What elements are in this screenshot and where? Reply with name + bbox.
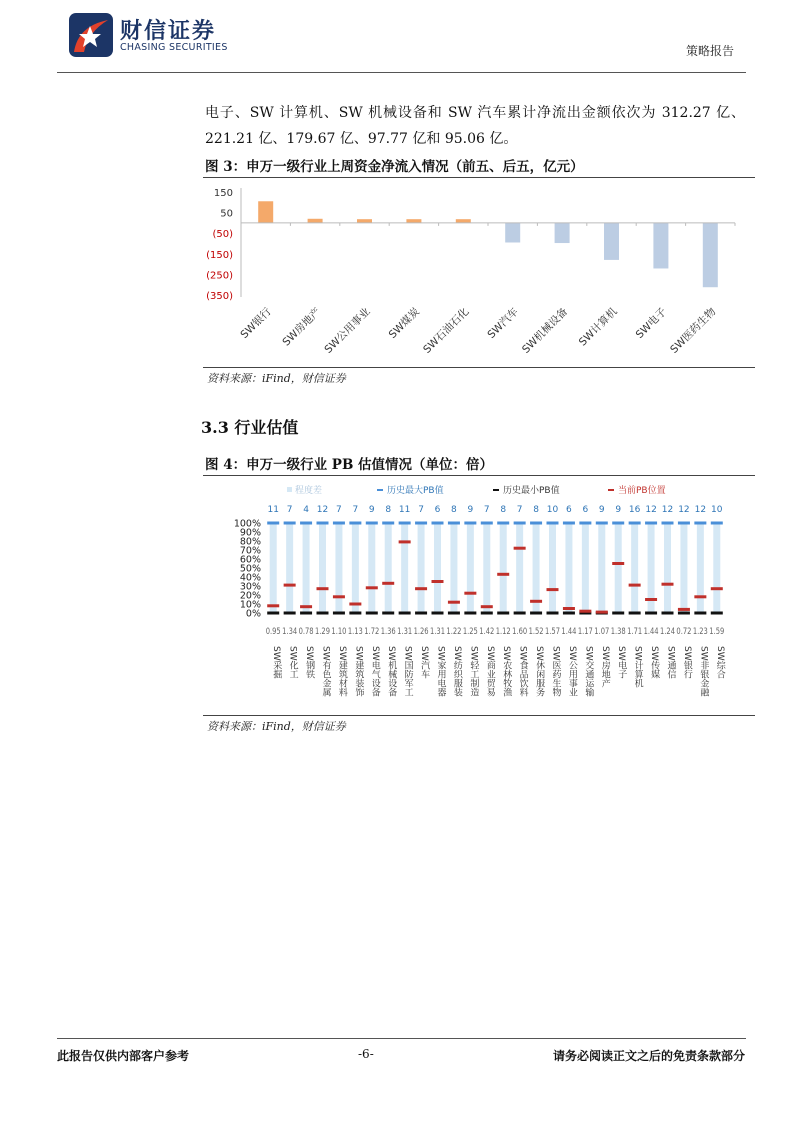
range-bar-SW汽车: [418, 523, 425, 613]
footer-divider: [57, 1038, 746, 1039]
x-category-label: SW汽车: [419, 646, 430, 679]
bottom-value-label: 0.95: [265, 627, 281, 637]
range-bar-SW家用电器: [434, 523, 441, 613]
legend-label-current: 当前PB位置: [618, 486, 666, 496]
bar-SW房地产: [308, 219, 323, 223]
x-category-label: SW电气设备: [369, 646, 380, 697]
current-marker-SW建筑材料: [333, 595, 345, 598]
bottom-value-label: 1.38: [610, 627, 626, 637]
bottom-value-label: 1.44: [561, 627, 577, 637]
min-marker-SW电气设备: [366, 612, 378, 615]
min-marker-SW建筑装饰: [349, 612, 361, 615]
y-tick-label: 90%: [239, 527, 261, 539]
top-value-label: 11: [267, 505, 279, 515]
company-logo: [68, 12, 114, 58]
x-category-label: SW家用电器: [435, 646, 446, 697]
top-value-label: 10: [711, 505, 723, 515]
current-marker-SW交通运输: [579, 610, 591, 613]
bar-SW医药生物: [703, 223, 718, 287]
max-marker-SW综合: [711, 522, 723, 525]
max-marker-SW纺织服装: [448, 522, 460, 525]
x-category-label: SW钢铁: [304, 646, 315, 679]
current-marker-SW采掘: [267, 604, 279, 607]
bottom-value-label: 1.31: [430, 627, 445, 637]
range-bar-SW化工: [286, 523, 293, 613]
current-marker-SW国防军工: [399, 540, 411, 543]
min-marker-SW机械设备: [382, 612, 394, 615]
range-bar-SW采掘: [270, 523, 277, 613]
range-bar-SW计算机: [631, 523, 638, 613]
current-marker-SW房地产: [596, 611, 608, 614]
range-bar-SW农林牧渔: [500, 523, 507, 613]
x-category-label: SW石油石化: [421, 305, 472, 356]
current-marker-SW电子: [612, 562, 624, 565]
x-category-label: SW建筑装饰: [353, 646, 364, 697]
min-marker-SW汽车: [415, 612, 427, 615]
range-bar-SW公用事业: [565, 523, 572, 613]
y-tick-label: 0%: [245, 608, 261, 620]
bottom-value-label: 1.12: [495, 627, 511, 637]
min-marker-SW纺织服装: [448, 612, 460, 615]
min-marker-SW食品饮料: [514, 612, 526, 615]
bottom-value-label: 1.07: [594, 627, 610, 637]
min-marker-SW公用事业: [563, 612, 575, 615]
current-marker-SW公用事业: [563, 607, 575, 610]
x-category-label: SW公用事业: [322, 305, 373, 356]
range-bar-SW房地产: [598, 523, 605, 613]
y-tick-label: 40%: [239, 572, 261, 584]
y-tick-label: 50: [220, 208, 233, 220]
figure3-source: 资料来源：iFind，财信证券: [207, 372, 346, 385]
bar-SW机械设备: [555, 223, 570, 243]
y-tick-label: (350): [206, 291, 233, 302]
range-bar-SW食品饮料: [516, 523, 523, 613]
range-bar-SW非银金融: [697, 523, 704, 613]
bottom-value-label: 1.24: [660, 627, 675, 637]
bottom-value-label: 1.23: [692, 627, 708, 637]
bar-SW银行: [258, 201, 273, 223]
current-marker-SW综合: [711, 587, 723, 590]
current-marker-SW汽车: [415, 587, 427, 590]
bottom-value-label: 1.42: [479, 627, 495, 637]
body-paragraph: 电子、SW 计算机、SW 机械设备和 SW 汽车累计净流出金额依次为 312.27 亿、221.21 亿、179.67 亿、97.77 亿和 95.06 亿。: [205, 105, 745, 147]
y-tick-label: 20%: [239, 590, 261, 602]
min-marker-SW农林牧渔: [497, 612, 509, 615]
top-value-label: 7: [418, 505, 424, 515]
min-marker-SW非银金融: [694, 612, 706, 615]
x-category-label: SW综合: [714, 646, 725, 679]
figure4-bottom-line: [203, 715, 755, 716]
current-marker-SW非银金融: [694, 595, 706, 598]
current-marker-SW家用电器: [432, 580, 444, 583]
bottom-value-label: 1.59: [709, 627, 725, 637]
brand-name-cn: 财信证券: [120, 19, 217, 44]
range-bar-SW电子: [615, 523, 622, 613]
range-bar-SW休闲服务: [533, 523, 540, 613]
top-value-label: 8: [500, 505, 507, 515]
bottom-value-label: 1.26: [413, 627, 429, 637]
top-value-label: 9: [615, 505, 622, 515]
report-type: 策略报告: [685, 44, 734, 58]
y-tick-label: 150: [213, 188, 233, 199]
max-marker-SW机械设备: [382, 522, 394, 525]
x-category-label: SW房地产: [280, 305, 324, 349]
x-category-label: SW电子: [633, 305, 670, 342]
bottom-value-label: 1.31: [397, 627, 413, 637]
min-marker-SW计算机: [629, 612, 641, 615]
top-value-label: 12: [316, 505, 329, 515]
y-tick-label: 100%: [233, 518, 261, 530]
bottom-value-label: 1.17: [577, 627, 593, 637]
y-tick-label: 50%: [239, 563, 261, 575]
top-value-label: 7: [352, 505, 359, 515]
current-marker-SW钢铁: [300, 605, 312, 608]
min-marker-SW国防军工: [399, 612, 411, 615]
top-value-label: 7: [286, 505, 293, 515]
figure3-bottom-line: [203, 367, 755, 368]
top-value-label: 7: [336, 505, 342, 515]
top-value-label: 16: [628, 505, 641, 515]
max-marker-SW电子: [612, 522, 624, 525]
figure3-chart: [203, 178, 755, 368]
top-value-label: 8: [451, 505, 457, 515]
bar-SW公用事业: [357, 219, 372, 223]
range-bar-SW钢铁: [303, 523, 310, 613]
x-category-label: SW计算机: [576, 305, 620, 349]
min-marker-SW钢铁: [300, 612, 312, 615]
top-value-label: 7: [483, 505, 490, 515]
x-category-label: SW国防军工: [402, 646, 413, 697]
max-marker-SW银行: [678, 522, 690, 525]
bottom-value-label: 1.10: [331, 627, 347, 637]
x-category-label: SW机械设备: [386, 646, 397, 697]
x-category-label: SW汽车: [485, 305, 521, 342]
figure4-legend: [287, 484, 666, 496]
min-marker-SW建筑材料: [333, 612, 345, 615]
bottom-value-label: 1.36: [380, 627, 396, 637]
figure4-source: 资料来源：iFind，财信证券: [207, 720, 346, 733]
max-marker-SW计算机: [629, 522, 641, 525]
range-bar-SW医药生物: [549, 523, 556, 613]
footer-disclaimer: 此报告仅供内部客户参考: [57, 1049, 190, 1063]
top-value-label: 8: [533, 505, 539, 515]
top-value-label: 12: [694, 505, 707, 515]
max-marker-SW电气设备: [366, 522, 378, 525]
bar-SW煤炭: [406, 219, 421, 223]
y-tick-label: 10%: [239, 599, 261, 611]
range-bar-SW纺织服装: [450, 523, 457, 613]
max-marker-SW房地产: [596, 522, 608, 525]
min-marker-SW有色金属: [317, 612, 329, 615]
max-marker-SW休闲服务: [530, 522, 542, 525]
x-category-label: SW电子: [616, 646, 627, 679]
bottom-value-label: 1.57: [545, 627, 560, 637]
min-marker-SW采掘: [267, 612, 279, 615]
x-category-label: SW机械设备: [519, 305, 571, 356]
current-marker-SW有色金属: [317, 587, 329, 590]
range-bar-SW机械设备: [385, 523, 392, 613]
bottom-value-label: 0.78: [298, 627, 314, 637]
current-marker-SW通信: [662, 583, 674, 586]
bar-SW电子: [653, 223, 668, 269]
x-category-label: SW计算机: [632, 646, 643, 688]
legend-label-min: 历史最小PB值: [503, 486, 560, 496]
footer-notice: 请务必阅读正文之后的免责条款部分: [552, 1049, 745, 1063]
bar-SW汽车: [505, 223, 520, 243]
current-marker-SW休闲服务: [530, 600, 542, 603]
x-category-label: SW纺织服装: [451, 646, 462, 697]
figure4-title: 图 4：申万一级行业 PB 估值情况（单位：倍）: [205, 457, 494, 473]
min-marker-SW休闲服务: [530, 612, 542, 615]
current-marker-SW医药生物: [547, 588, 559, 591]
range-bar-SW商业贸易: [483, 523, 490, 613]
legend-swatch-range: [287, 487, 292, 492]
top-value-label: 8: [385, 505, 392, 515]
max-marker-SW通信: [662, 522, 674, 525]
y-tick-label: 30%: [239, 581, 261, 593]
x-category-label: SW休闲服务: [534, 646, 545, 697]
range-bar-SW轻工制造: [467, 523, 474, 613]
top-value-label: 11: [398, 505, 411, 515]
legend-swatch-min: [493, 489, 499, 491]
range-bar-SW建筑材料: [335, 523, 342, 613]
bottom-value-label: 1.13: [347, 627, 363, 637]
top-value-label: 10: [546, 505, 559, 515]
figure3-title: 图 3：申万一级行业上周资金净流入情况（前五、后五，亿元）: [205, 159, 584, 175]
current-marker-SW农林牧渔: [497, 573, 509, 576]
x-category-label: SW交通运输: [583, 646, 594, 697]
current-marker-SW传媒: [645, 598, 657, 601]
top-value-label: 6: [434, 505, 441, 515]
top-value-label: 4: [303, 505, 309, 515]
legend-label-max: 历史最大PB值: [387, 486, 444, 496]
bottom-value-label: 1.44: [643, 627, 659, 637]
max-marker-SW交通运输: [579, 522, 591, 525]
x-category-label: SW医药生物: [668, 305, 719, 356]
current-marker-SW计算机: [629, 584, 641, 587]
top-value-label: 12: [661, 505, 674, 515]
x-category-label: SW房地产: [599, 646, 610, 688]
x-category-label: SW农林牧渔: [501, 646, 512, 697]
x-category-label: SW采掘: [271, 646, 282, 679]
range-bar-SW综合: [713, 523, 720, 613]
x-category-label: SW商业贸易: [484, 646, 495, 697]
max-marker-SW汽车: [415, 522, 427, 525]
x-category-label: SW医药生物: [550, 646, 561, 697]
legend-label-range: 程度差: [295, 486, 323, 496]
max-marker-SW食品饮料: [514, 522, 526, 525]
top-value-label: 7: [516, 505, 523, 515]
current-marker-SW商业贸易: [481, 605, 493, 608]
brand-name-en: CHASING SECURITIES: [120, 42, 228, 53]
top-value-label: 12: [678, 505, 690, 515]
min-marker-SW医药生物: [547, 612, 559, 615]
max-marker-SW建筑装饰: [349, 522, 361, 525]
x-category-label: SW通信: [665, 646, 676, 679]
range-bar-SW银行: [680, 523, 687, 613]
max-marker-SW传媒: [645, 522, 657, 525]
bottom-value-label: 1.22: [446, 627, 462, 637]
bottom-value-label: 1.34: [282, 627, 298, 637]
current-marker-SW电气设备: [366, 586, 378, 589]
y-tick-label: 80%: [239, 536, 261, 548]
x-category-label: SW银行: [681, 646, 692, 679]
min-marker-SW家用电器: [432, 612, 444, 615]
range-bar-SW国防军工: [401, 523, 408, 613]
legend-swatch-current: [608, 489, 614, 491]
top-value-label: 6: [582, 505, 589, 515]
range-bar-SW有色金属: [319, 523, 326, 613]
y-tick-label: (50): [212, 229, 233, 241]
bar-SW计算机: [604, 223, 619, 260]
range-bar-SW电气设备: [368, 523, 375, 613]
min-marker-SW轻工制造: [464, 612, 476, 615]
y-tick-label: (250): [206, 270, 233, 282]
x-category-label: SW公用事业: [566, 646, 577, 697]
bottom-value-label: 1.52: [528, 627, 544, 637]
y-tick-label: 70%: [239, 545, 261, 557]
max-marker-SW有色金属: [317, 522, 329, 525]
x-category-label: SW食品饮料: [517, 646, 528, 697]
min-marker-SW商业贸易: [481, 612, 493, 615]
page-number: -6-: [358, 1047, 374, 1061]
x-category-label: SW轻工制造: [468, 646, 479, 697]
max-marker-SW农林牧渔: [497, 522, 509, 525]
top-value-label: 9: [467, 505, 474, 515]
max-marker-SW商业贸易: [481, 522, 493, 525]
range-bar-SW交通运输: [582, 523, 589, 613]
max-marker-SW采掘: [267, 522, 279, 525]
range-bar-SW建筑装饰: [352, 523, 359, 613]
max-marker-SW轻工制造: [464, 522, 476, 525]
bottom-value-label: 1.71: [627, 627, 643, 637]
section-heading: 3.3 行业估值: [201, 418, 299, 437]
x-category-label: SW煤炭: [386, 305, 423, 342]
header-divider: [57, 72, 746, 73]
min-marker-SW银行: [678, 612, 690, 615]
x-category-label: SW传媒: [649, 646, 660, 679]
current-marker-SW建筑装饰: [349, 603, 361, 606]
y-tick-label: (150): [206, 249, 233, 261]
min-marker-SW通信: [662, 612, 674, 615]
max-marker-SW国防军工: [399, 522, 411, 525]
x-category-label: SW有色金属: [320, 646, 331, 697]
min-marker-SW综合: [711, 612, 723, 615]
figure4-chart: [203, 476, 755, 716]
min-marker-SW传媒: [645, 612, 657, 615]
max-marker-SW家用电器: [432, 522, 444, 525]
x-category-label: SW化工: [287, 646, 298, 679]
top-value-label: 9: [368, 505, 375, 515]
top-value-label: 12: [645, 505, 657, 515]
max-marker-SW建筑材料: [333, 522, 345, 525]
current-marker-SW银行: [678, 608, 690, 611]
max-marker-SW公用事业: [563, 522, 575, 525]
x-category-label: SW银行: [238, 305, 274, 342]
bottom-value-label: 1.72: [364, 627, 380, 637]
min-marker-SW电子: [612, 612, 624, 615]
current-marker-SW机械设备: [382, 582, 394, 585]
x-category-label: SW建筑材料: [336, 646, 347, 697]
top-value-label: 6: [566, 505, 572, 515]
bar-SW石油石化: [456, 219, 471, 223]
current-marker-SW化工: [284, 584, 296, 587]
bottom-value-label: 1.29: [315, 627, 330, 637]
bottom-value-label: 1.60: [512, 627, 528, 637]
max-marker-SW化工: [284, 522, 296, 525]
current-marker-SW纺织服装: [448, 601, 460, 604]
legend-swatch-max: [377, 489, 383, 491]
y-tick-label: 60%: [239, 554, 261, 566]
x-category-label: SW非银金融: [698, 646, 709, 697]
max-marker-SW医药生物: [547, 522, 559, 525]
current-marker-SW轻工制造: [464, 592, 476, 595]
top-value-label: 9: [598, 505, 605, 515]
range-bar-SW通信: [664, 523, 671, 613]
bottom-value-label: 0.72: [676, 627, 692, 637]
max-marker-SW非银金融: [694, 522, 706, 525]
min-marker-SW化工: [284, 612, 296, 615]
max-marker-SW钢铁: [300, 522, 312, 525]
bottom-value-label: 1.25: [462, 627, 478, 637]
current-marker-SW食品饮料: [514, 547, 526, 550]
